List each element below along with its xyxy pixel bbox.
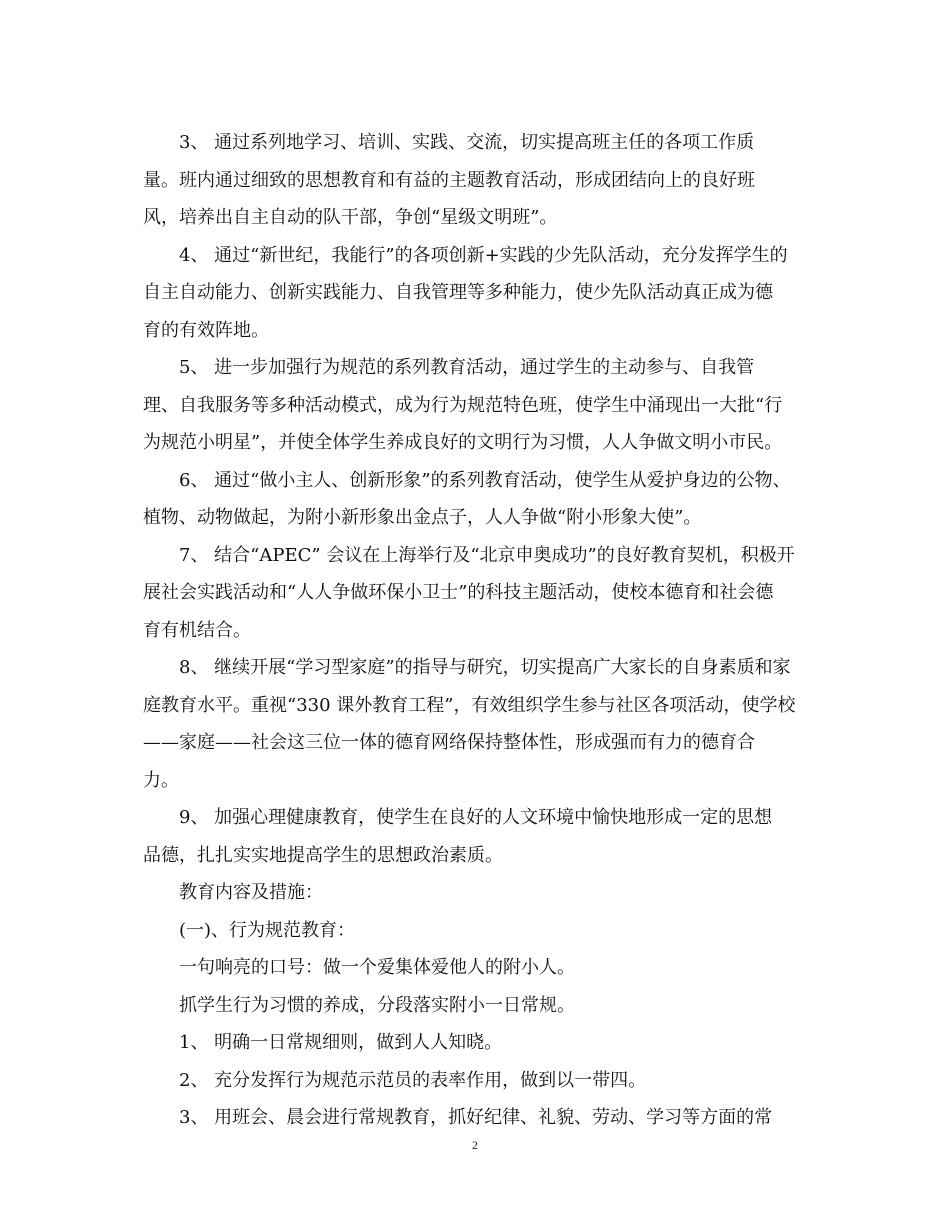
text-line: 6、 通过“做小主人、创新形象”的系列教育活动，使学生从爱护身边的公物、 bbox=[179, 469, 791, 491]
text-line: 1、 明确一日常规细则，做到人人知晓。 bbox=[179, 1032, 503, 1053]
text-line: 育有机结合。 bbox=[143, 619, 251, 641]
text-line: ——家庭——社会这三位一体的德育网络保持整体性，形成强而有力的德育合 bbox=[143, 732, 755, 753]
text-line: 量。班内通过细致的思想教育和有益的主题教育活动，形成团结向上的良好班 bbox=[143, 169, 755, 191]
text-line: 品德，扎扎实实地提高学生的思想政治素质。 bbox=[143, 844, 503, 866]
text-line: 自主自动能力、创新实践能力、自我管理等多种能力，使少先队活动真正成为德 bbox=[143, 282, 773, 303]
paragraph bbox=[143, 124, 798, 237]
text-line: 理、自我服务等多种活动模式，成为行为规范特色班，使学生中涌现出一大批“行 bbox=[143, 394, 783, 416]
text-line: 4、 通过“新世纪，我能行”的各项创新+实践的少先队活动，充分发挥学生的 bbox=[179, 244, 788, 266]
text-line: 8、 继续开展“学习型家庭”的指导与研究，切实提高广大家长的自身素质和家 bbox=[179, 657, 791, 678]
text-line: 3、 通过系列地学习、培训、实践、交流，切实提高班主任的各项工作质 bbox=[179, 132, 755, 153]
page-number: 2 bbox=[472, 1138, 478, 1152]
text-line: 抓学生行为习惯的养成，分段落实附小一日常规。 bbox=[179, 994, 575, 1016]
paragraph bbox=[143, 912, 798, 950]
paragraph bbox=[143, 537, 798, 650]
document-body bbox=[143, 124, 798, 1137]
paragraph bbox=[143, 649, 798, 799]
text-line: 风，培养出自主自动的队干部，争创“星级文明班”。 bbox=[143, 207, 558, 228]
text-line: 庭教育水平。重视“330 课外教育工程”，有效组织学生参与社区各项活动，使学校 bbox=[143, 694, 796, 716]
paragraph bbox=[143, 1099, 798, 1137]
text-line: 5、 进一步加强行为规范的系列教育活动，通过学生的主动参与、自我管 bbox=[179, 357, 755, 378]
paragraph bbox=[143, 799, 798, 874]
paragraph bbox=[143, 462, 798, 537]
paragraph bbox=[143, 1024, 798, 1062]
text-line: 展社会实践活动和“人人争做环保小卫士”的科技主题活动，使校本德育和社会德 bbox=[143, 582, 774, 603]
text-line: 9、 加强心理健康教育，使学生在良好的人文环境中愉快地形成一定的思想 bbox=[179, 807, 773, 828]
paragraph bbox=[143, 349, 798, 462]
text-line: 3、 用班会、晨会进行常规教育，抓好纪律、礼貌、劳动、学习等方面的常 bbox=[179, 1107, 773, 1128]
text-line: 一句响亮的口号：做一个爱集体爱他人的附小人。 bbox=[179, 957, 575, 978]
paragraph bbox=[143, 1062, 798, 1100]
text-line: 教育内容及措施： bbox=[179, 882, 323, 903]
text-line: 7、 结合“APEC” 会议在上海举行及“北京申奥成功”的良好教育契机，积极开 bbox=[179, 544, 795, 566]
text-line: 育的有效阵地。 bbox=[143, 319, 269, 341]
paragraph bbox=[143, 987, 798, 1025]
text-line: (一)、行为规范教育： bbox=[179, 919, 356, 941]
paragraph bbox=[143, 237, 798, 350]
paragraph bbox=[143, 874, 798, 912]
text-line: 为规范小明星”，并使全体学生养成良好的文明行为习惯，人人争做文明小市民。 bbox=[143, 432, 783, 453]
text-line: 植物、动物做起，为附小新形象出金点子，人人争做“附小形象大使”。 bbox=[143, 507, 702, 528]
text-line: 2、 充分发挥行为规范示范员的表率作用，做到以一带四。 bbox=[179, 1069, 647, 1091]
text-line: 力。 bbox=[143, 769, 179, 791]
paragraph bbox=[143, 949, 798, 987]
